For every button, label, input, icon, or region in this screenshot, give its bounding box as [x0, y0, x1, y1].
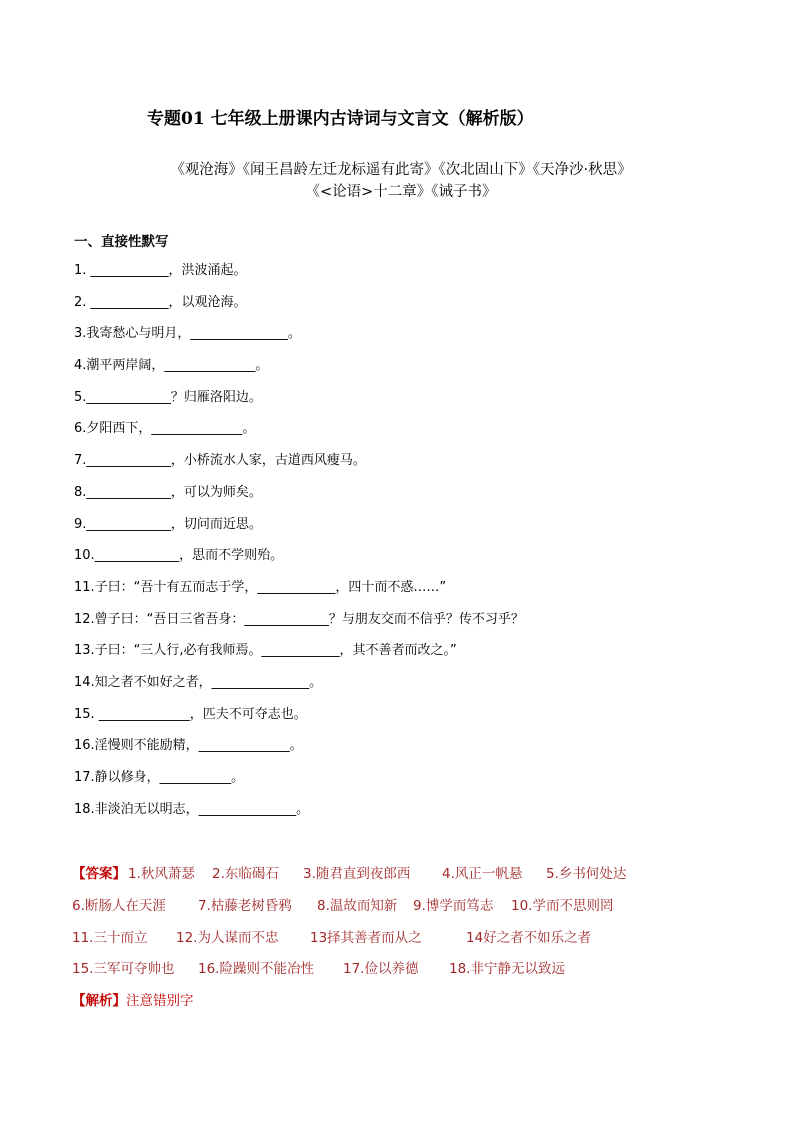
question-2: 2. ____________，以观沧海。: [74, 294, 247, 310]
answer-12: 12.为人谋而不忠: [176, 929, 279, 946]
subtitle-line-1: 《观沧海》《闻王昌龄左迁龙标遥有此寄》《次北固山下》《天净沙·秋思》: [170, 162, 632, 178]
answer-13: 13择其善者而从之: [310, 929, 422, 946]
answer-6: 6.断肠人在天涯: [72, 897, 166, 914]
question-11: 11.子曰：“吾十有五而志于学，____________，四十而不惑……”: [74, 579, 447, 595]
answer-label: 【答案】: [72, 866, 126, 882]
answer-row-4: [72, 959, 752, 991]
question-3: 3.我寄愁心与明月，_______________。: [74, 326, 301, 342]
question-14: 14.知之者不如好之者，_______________。: [74, 674, 323, 690]
answer-2: 2.东临碣石: [212, 866, 279, 882]
question-12: 12.曾子曰：“吾日三省吾身：_____________？与朋友交而不信乎？传不习乎？: [74, 611, 524, 627]
analysis-row: [72, 991, 752, 1023]
answer-row-2: [72, 896, 752, 928]
question-15: 15. ______________，匹夫不可夺志也。: [74, 706, 307, 722]
answer-7: 7.枯藤老树昏鸦: [198, 897, 292, 914]
answer-11: 11.三十而立: [72, 929, 148, 946]
answer-1: 1.秋风萧瑟: [128, 866, 195, 882]
question-13: 13.子曰：“三人行,必有我师焉。____________，其不善者而改之。”: [74, 643, 457, 659]
answer-8: 8.温故而知新: [317, 897, 398, 914]
analysis-text: 注意错别字: [126, 993, 194, 1010]
answer-row-3: [72, 928, 752, 960]
question-17: 17.静以修身，___________。: [74, 770, 245, 785]
subtitle-line-2: 《<论语>十二章》《诫子书》: [305, 184, 497, 200]
answer-16: 16.险躁则不能冶性: [198, 961, 314, 978]
question-8: 8._____________，可以为师矣。: [74, 484, 262, 500]
question-6: 6.夕阳西下，______________。: [74, 421, 256, 437]
answer-18: 18.非宁静无以致远: [449, 961, 565, 978]
page-title: 专题01 七年级上册课内古诗词与文言文（解析版）: [147, 109, 534, 129]
question-16: 16.淫慢则不能励精，______________。: [74, 738, 303, 754]
question-7: 7._____________，小桥流水人家，古道西风瘦马。: [74, 453, 366, 469]
answer-3: 3.随君直到夜郎西: [303, 866, 411, 882]
answer-row-1: [72, 864, 752, 896]
analysis-label: 【解析】: [72, 993, 126, 1010]
question-4: 4.潮平两岸阔，______________。: [74, 358, 269, 374]
question-10: 10._____________，思而不学则殆。: [74, 548, 284, 564]
question-1: 1. ____________，洪波涌起。: [74, 263, 247, 278]
answer-4: 4.风正一帆悬: [442, 866, 523, 882]
answer-9: 9.博学而笃志: [413, 897, 494, 914]
question-list: [74, 262, 524, 832]
question-5: 5._____________？归雁洛阳边。: [74, 389, 262, 405]
question-18: 18.非淡泊无以明志，_______________。: [74, 801, 310, 817]
answer-14: 14好之者不如乐之者: [466, 929, 592, 946]
answer-15: 15.三军可夺帅也: [72, 961, 175, 978]
answer-10: 10.学而不思则罔: [511, 897, 614, 914]
question-9: 9._____________，切问而近思。: [74, 516, 262, 532]
answer-17: 17.俭以养德: [343, 961, 419, 978]
answer-5: 5.乡书何处达: [546, 866, 627, 882]
answer-block: [72, 864, 752, 1023]
section-heading: 一、直接性默写: [74, 234, 169, 250]
